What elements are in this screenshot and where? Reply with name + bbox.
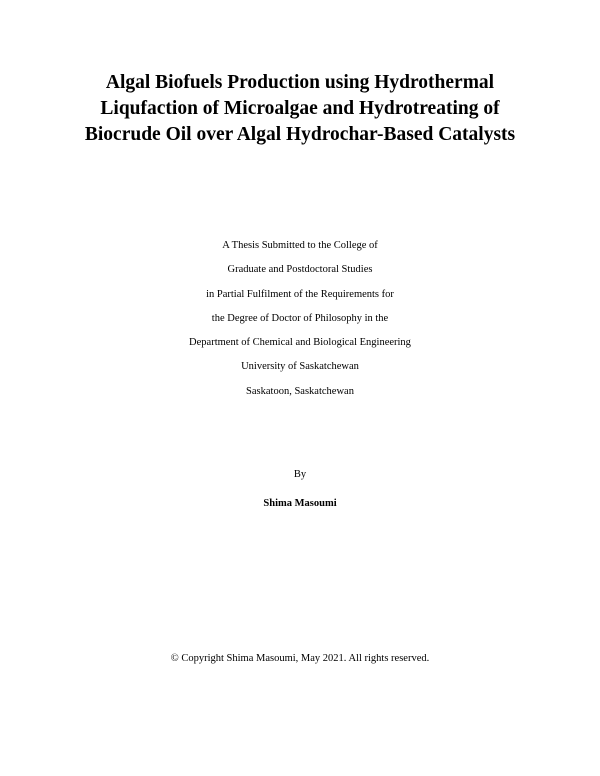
submission-line: A Thesis Submitted to the College of	[222, 240, 378, 251]
thesis-title	[40, 70, 560, 148]
submission-line: in Partial Fulfilment of the Requirements for	[206, 288, 394, 300]
thesis-title-line: Algal Biofuels Production using Hydrothermal	[105, 72, 495, 93]
thesis-title-line: Biocrude Oil over Algal Hydrochar-Based Catalysts	[84, 124, 516, 145]
submission-line: the Degree of Doctor of Philosophy in the	[211, 312, 389, 324]
submission-line: University of Saskatchewan	[241, 361, 359, 373]
byline-label: By	[293, 469, 307, 480]
author-name: Shima Masoumi	[263, 498, 337, 509]
copyright-notice: © Copyright Shima Masoumi, May 2021. All rights reserved.	[170, 653, 430, 664]
submission-line: Department of Chemical and Biological Engineering	[189, 337, 411, 349]
thesis-title-line: Liqufaction of Microalgae and Hydrotreating of	[100, 98, 500, 119]
submission-line: Saskatoon, Saskatchewan	[246, 385, 354, 397]
submission-line: Graduate and Postdoctoral Studies	[227, 264, 373, 276]
submission-statement	[40, 234, 560, 404]
